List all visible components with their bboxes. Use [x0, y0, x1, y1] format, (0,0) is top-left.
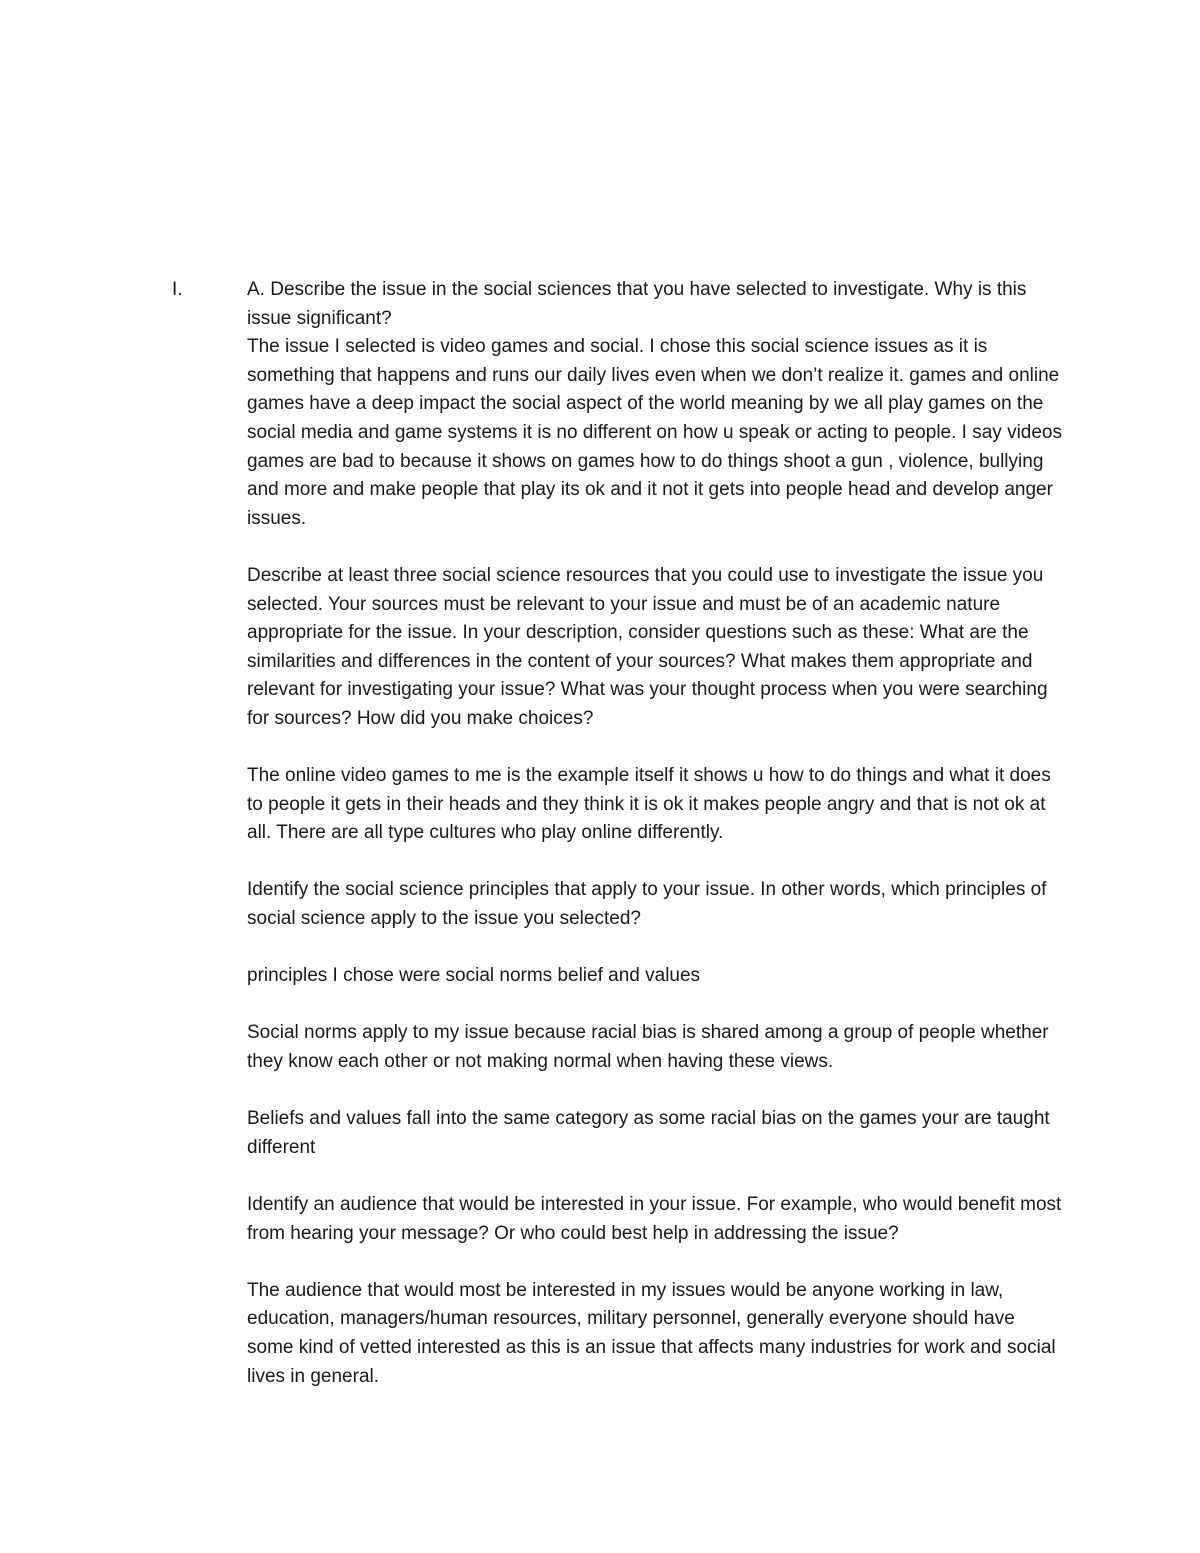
list-marker: I.: [172, 279, 183, 300]
answer-paragraph: The issue I selected is video games and social. I chose this social science issues as it is something that happens and runs our daily lives even when we don’t realize it. games and online games have a deep impact the social aspect of the world meaning by we all play games on the social media and game systems it is no different on how u speak or acting to people. I say videos games are bad to because it shows on games how to do things shoot a gun , violence, bullying and more and make people that play its ok and it not it gets into people head and develop anger issues.: [247, 336, 1062, 529]
answer-paragraph: The audience that would most be interested in my issues would be anyone working in law, education, managers/human resources, military personnel, generally everyone should have some kind of vetted interested as this is an issue that affects many industries for work and social lives in general.: [247, 1279, 1056, 1387]
question-paragraph: A. Describe the issue in the social sciences that you have selected to investigate. Why is this issue significant?: [247, 279, 1027, 329]
document-body: [247, 276, 1062, 1420]
answer-paragraph: Social norms apply to my issue because racial bias is shared among a group of people whether they know each other or not making normal when having these views.: [247, 1022, 1049, 1073]
question-paragraph: Identify an audience that would be interested in your issue. For example, who would benefit most from hearing your message? Or who could best help in addressing the issue?: [247, 1194, 1062, 1244]
question-paragraph: Identify the social science principles that apply to your issue. In other words, which principles of social science apply to the issue you selected?: [247, 879, 1047, 930]
answer-paragraph: The online video games to me is the example itself it shows u how to do things and what it does to people it gets in their heads and they think it is ok it makes people angry and that is not ok at all. There are all type cultures who play online differently.: [247, 765, 1051, 844]
answer-paragraph: principles I chose were social norms belief and values: [247, 965, 701, 987]
question-paragraph: Describe at least three social science resources that you could use to investigate the issue you selected. Your sources must be relevant to your issue and must be of an academic nature appropriate for the issue. In your description, consider questions such as these: What are the similarities and differences in the content of your sources? What makes them appropriate and relevant for investigating your issue? What was your thought process when you were searching for sources? How did you make choices?: [247, 564, 1048, 729]
answer-paragraph: Beliefs and values fall into the same category as some racial bias on the games your are taught different: [247, 1108, 1050, 1158]
